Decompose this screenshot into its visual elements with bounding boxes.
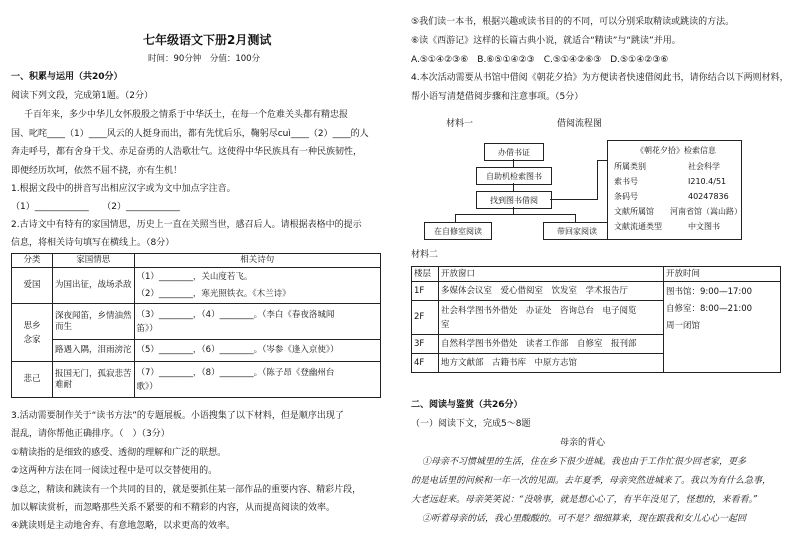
search-info-key: 所属类别 — [614, 162, 646, 171]
search-info-title: 《朝花夕拾》检索信息 — [636, 146, 716, 155]
table-cell-poems-4 — [134, 362, 380, 398]
floor-4-windows: 地方文献部 古籍书库 中原方志馆 — [439, 354, 664, 373]
poem-blank-7-8: （7）________，（8）________。（陈子昂《登幽州台 — [136, 367, 335, 378]
question-4-line-1: 4.本次活动需要从书馆中借阅《朝花夕拾》为方便读者快速借阅此书，请你结合以下两则材料， — [411, 73, 789, 83]
question-3-line-1: 3.活动需要制作关于“读书方法”的专题展板。小语搜集了以下材料，但是顺序出现了 — [11, 411, 344, 421]
table-cell-sentiment-1: 为国出征，战场杀敌 — [53, 268, 135, 304]
poem-blank-2: （2）________，寒光照铁衣。《木兰诗》 — [136, 288, 291, 299]
section-1-heading: 一、积累与运用（共20分） — [11, 72, 123, 82]
material-1: ①精读指的是细致的感受、透彻的理解和广泛的联想。 — [11, 448, 227, 458]
poem-blank-3-4-cont: 笛》） — [136, 323, 158, 334]
floor-1: 1F — [412, 282, 439, 301]
table-header-category: 分类 — [12, 254, 53, 268]
reading-intro: 阅读下列文段，完成第1题。（2分） — [11, 91, 153, 101]
table-cell-sentiment-3: 路遇入隅，泪雨滂沱 — [53, 340, 135, 362]
hours-library: 图书馆：9:00—17:00 — [666, 287, 753, 297]
essay-title: 母亲的背心 — [560, 438, 606, 448]
essay-line-2: 的是电话里的问候和一年一次的见面。去年夏季，母亲突然进城来了。我以为有什么急事， — [411, 476, 772, 486]
search-info-box — [607, 140, 742, 240]
flow-step-read-in-room: 在自修室阅读 — [424, 222, 492, 240]
table2-header-hours: 开放时间 — [664, 267, 781, 282]
passage-line-3: 奔走呼号，都有舍身干戈、赤足奋勇的人浩歌壮气。这使得中华民族具有一种民族韧性， — [11, 147, 363, 157]
essay-line-1: ①母亲不习惯城里的生活，住在乡下很少进城。我也由于工作忙很少回老家，更多 — [422, 457, 747, 467]
opening-hours — [664, 282, 781, 373]
poem-blank-5-6: （5）________，（6）________。（岑参《逢入京使》） — [134, 340, 380, 362]
flow-step-take-home: 带回家阅读 — [543, 222, 611, 240]
flow-connector-to-box — [597, 160, 607, 161]
table-cell-sentiment-4 — [53, 362, 135, 398]
question-1-answer-lines: （1）____________ （2）____________ — [11, 202, 180, 212]
floor-2-windows — [439, 301, 664, 335]
search-info-value: 40247836 — [688, 192, 729, 201]
floor-2-windows-line-2: 室 — [441, 319, 450, 330]
essay-line-3: 大老远赶来。母亲笑笑说：“没啥事，就是想心心了，有半年没见了，怪想的，来看看。” — [411, 495, 758, 505]
flow-branch-stem — [513, 207, 514, 214]
question-3-line-2: 混乱，请你帮他正确排序。（ ）（3分） — [11, 429, 170, 439]
material-4: ④跳读则是主动地舍弃、有意地忽略，以求更高的效率。 — [11, 521, 236, 531]
table-cell-self-pity: 悲己 — [12, 362, 53, 398]
sentiment-2-line-1: 深夜闻笛，乡情油然 — [55, 310, 132, 321]
flow-step-library-card: 办借书证 — [484, 143, 544, 161]
flow-branch-bar — [455, 214, 575, 215]
question-4-line-2: 帮小语写清楚借阅步骤和注意事项。（5分） — [411, 92, 584, 102]
search-info-value: 河南省馆（嵩山路） — [670, 207, 742, 216]
table-cell-poems-1 — [134, 268, 380, 304]
material-3-line-2: 加以解读赏析，而忽略那些关系不紧要的和不精彩的内容，从而提高阅读的效率。 — [11, 503, 336, 513]
search-info-value: 中文图书 — [688, 222, 720, 231]
search-info-key: 索书号 — [614, 177, 638, 186]
material-one-label: 材料一 — [446, 119, 474, 129]
flow-connector-to-info — [550, 199, 597, 200]
section-2-subheading: （一）阅读下文，完成5～8题 — [411, 419, 531, 429]
hours-closed: 周一闭馆 — [666, 321, 701, 331]
flowchart-title: 借阅流程图 — [557, 119, 603, 129]
table2-header-floor: 楼层 — [412, 267, 439, 282]
question-1: 1.根据文段中的拼音写出相应汉字或为文中加点字注音。 — [11, 184, 236, 194]
sentiment-4-line-2: 难耐 — [55, 379, 73, 390]
material-two-label: 材料二 — [411, 250, 439, 260]
flow-arrow-2 — [513, 183, 514, 191]
floor-1-windows: 多媒体会议室 爱心借阅室 饮发室 学术报告厅 — [439, 282, 664, 301]
passage-line-1: 千百年来，多少中华儿女怀殷殷之情系于中华沃土，在每一个危难关头都有精忠报 — [24, 110, 349, 120]
search-info-value: 社会科学 — [688, 162, 720, 171]
search-info-value: I210.4/51 — [688, 177, 727, 186]
flow-step-search: 自助机检索图书 — [476, 167, 552, 185]
search-info-key: 文献流通类型 — [614, 222, 662, 231]
page-subtitle: 时间：90分钟 分值：100分 — [148, 54, 261, 64]
sentiment-2-line-2: 而生 — [55, 321, 73, 332]
material-6: ⑥读《西游记》这样的长篇古典小说，就适合“精读”与“跳读”并用。 — [411, 36, 681, 46]
passage-line-2: 国、叱咤____（1）____风云的人挺身而出，都有先忧后乐，鞠躬尽cuì____（2）____的人 — [11, 129, 369, 139]
page-title: 七年级语文下册2月测试 — [143, 33, 272, 47]
flow-arrow-1 — [513, 159, 514, 167]
flow-branch-right — [575, 214, 576, 222]
table2-header-window: 开放窗口 — [439, 267, 664, 282]
floor-4: 4F — [412, 354, 439, 373]
table-cell-patriotism: 爱国 — [12, 268, 53, 304]
sentiment-4-line-1: 报国无门，孤寂悲苦 — [55, 368, 132, 379]
section-2-heading: 二、阅读与鉴赏（共26分） — [411, 400, 523, 410]
material-5: ⑤我们读一本书，根据兴趣或读书目的的不同，可以分别采取精读或跳读的方法。 — [411, 17, 735, 27]
table-cell-sentiment-2 — [53, 304, 135, 340]
table-cell-poems-2 — [134, 304, 380, 340]
flow-connector-vertical — [597, 160, 598, 200]
library-hours-table — [411, 266, 781, 373]
flow-branch-left — [455, 214, 456, 222]
question-2-line-2: 信息，将相关诗句填写在横线上。（8分） — [11, 238, 175, 248]
poem-blank-7-8-cont: 歌》） — [136, 381, 158, 392]
material-3-line-1: ③总之，精读和跳读有一个共同的目的，就是要抓住某一部作品的重要内容、精彩片段， — [11, 485, 362, 495]
poetry-table — [11, 253, 381, 398]
search-info-key: 文献所属馆 — [614, 207, 654, 216]
table-header-sentiment: 家国情思 — [53, 254, 135, 268]
poem-blank-3-4: （3）________，（4）________。（李白《春夜洛城闻 — [136, 309, 335, 320]
floor-3-windows: 自然科学图书外借处 读者工作部 自修室 报刊部 — [439, 335, 664, 354]
hours-study-room: 自修室：8:00—21:00 — [666, 304, 753, 314]
table-cell-homesick-text: 思乡念家 — [23, 320, 41, 345]
flow-step-borrow: 找到图书借阅 — [476, 191, 552, 209]
floor-2-windows-line-1: 社会科学图书外借处 办证处 咨询总台 电子阅览 — [441, 305, 637, 316]
floor-2: 2F — [412, 301, 439, 335]
essay-line-4: ②听着母亲的话，我心里酸酸的。可不是？细细算来，现在跟我和女儿心心一起回 — [422, 514, 747, 524]
search-info-key: 条码号 — [614, 192, 638, 201]
material-2: ②这两种方法在同一阅读过程中是可以交替使用的。 — [11, 466, 218, 476]
answer-choices: A.⑤①④②③⑥ B.⑥⑤①④②③ C.⑤①④②⑥③ D.⑤①④②③⑥ — [411, 55, 669, 65]
table-header-poems: 相关诗句 — [134, 254, 380, 268]
floor-3: 3F — [412, 335, 439, 354]
poem-blank-1: （1）________，关山度若飞。 — [136, 271, 253, 282]
table-cell-homesick — [12, 304, 53, 362]
passage-line-4: 即便经历坎坷，依然不屈不挠，亦有生机！ — [11, 166, 183, 176]
question-2-line-1: 2.古诗文中有特有的家国情思，历史上一直在关照当世，感召后人。请根据表格中的提示 — [11, 220, 362, 230]
